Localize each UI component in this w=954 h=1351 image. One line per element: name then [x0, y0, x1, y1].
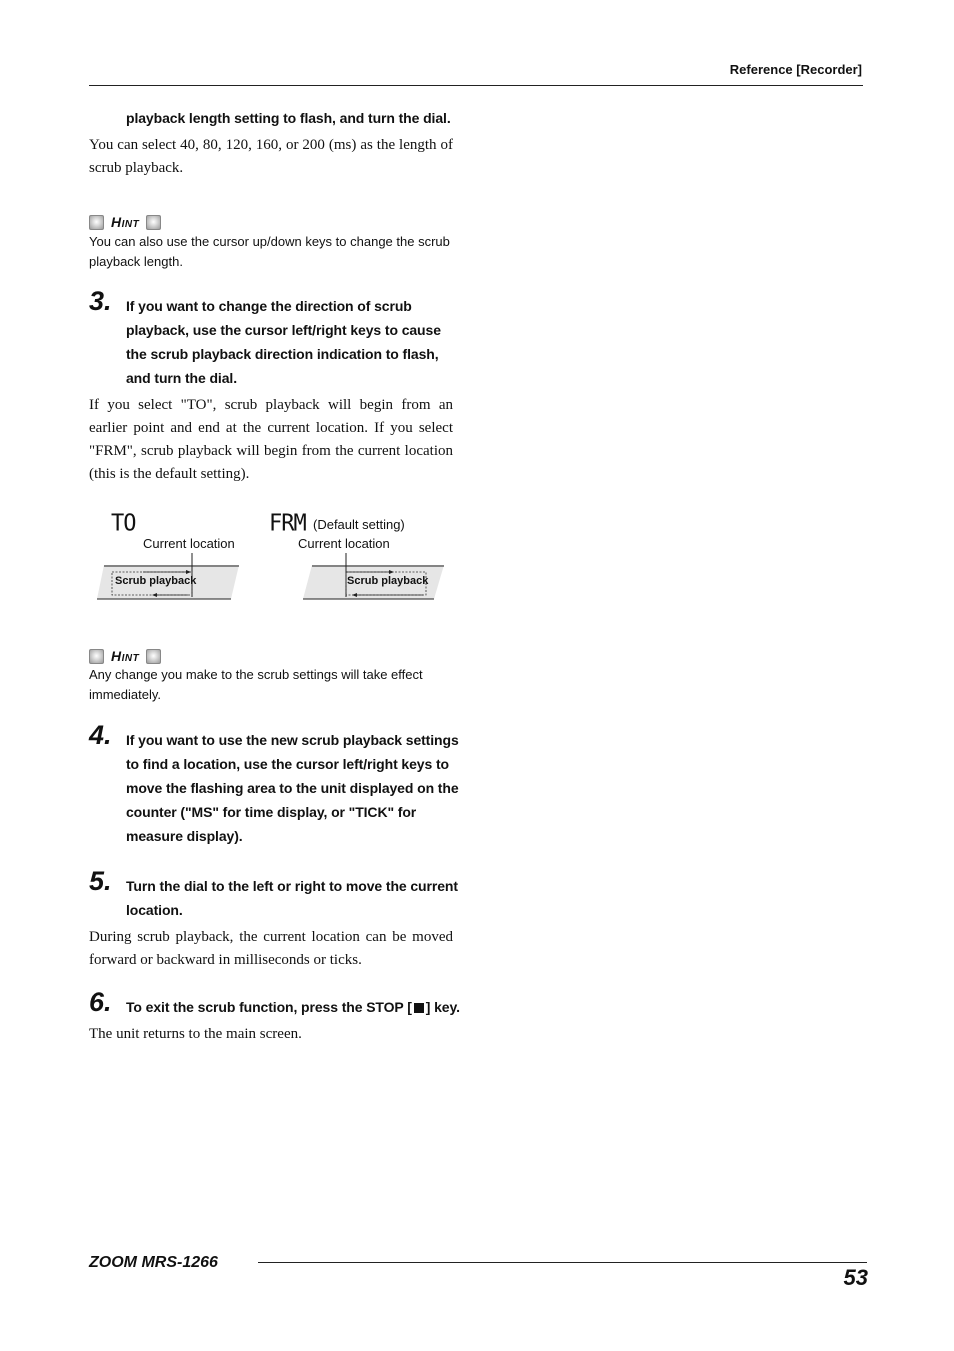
hint2-text: Any change you make to the scrub settings will take effect immediately. — [89, 667, 423, 702]
page-number: 53 — [843, 1265, 868, 1290]
step4-line: to find a location, use the cursor left/right keys to — [126, 756, 449, 772]
step3-line: the scrub playback direction indication to flash, — [126, 346, 439, 362]
step4-number: 4. — [89, 720, 112, 750]
step5-body: During scrub playback, the current location can be moved forward or backward in milliseconds or ticks. — [89, 929, 453, 968]
step3-body: If you select "TO", scrub playback will begin from an earlier point and end at the current location. If you select "FRM", scrub playback will begin from the current location (this is the default setting). — [89, 397, 453, 482]
left-scrub-playback-label: Scrub playback — [115, 575, 197, 587]
lcd-to-label: TO — [111, 510, 136, 537]
hint-title: Hint — [111, 648, 140, 664]
step6-instruction-pre: To exit the scrub function, press the STOP [ — [126, 999, 412, 1015]
lcd-frm-label: FRM — [269, 510, 306, 537]
scrub-direction-diagram — [89, 505, 459, 605]
hint1-text: You can also use the cursor up/down keys to change the scrub playback length. — [89, 234, 450, 269]
stop-square-icon — [414, 1003, 424, 1013]
step4-line: measure display). — [126, 828, 243, 844]
step4-line: move the flashing area to the unit displayed on the — [126, 780, 459, 796]
step6-body: The unit returns to the main screen. — [89, 1026, 302, 1042]
right-current-location-label: Current location — [298, 536, 390, 551]
step6-number: 6. — [89, 987, 112, 1017]
step3-line: and turn the dial. — [126, 370, 237, 386]
step5-line: location. — [126, 902, 183, 918]
step3-number: 3. — [89, 286, 112, 316]
hint-heading — [89, 213, 161, 231]
step3-line: playback, use the cursor left/right keys to cause — [126, 322, 441, 338]
hint-heading — [89, 647, 161, 665]
hint-bullet-icon — [146, 215, 161, 230]
hint-bullet-icon — [146, 649, 161, 664]
hint-title: Hint — [111, 214, 140, 230]
step5-number: 5. — [89, 866, 112, 896]
step2-instruction-tail: playback length setting to flash, and turn the dial. — [126, 110, 451, 126]
scrub-diagram-graphics — [89, 505, 459, 605]
left-current-location-label: Current location — [143, 536, 235, 551]
running-header: Reference [Recorder] — [729, 62, 862, 77]
header-rule — [89, 85, 863, 86]
step4-line: If you want to use the new scrub playback settings — [126, 732, 459, 748]
right-scrub-playback-label: Scrub playback — [347, 575, 429, 587]
step3-line: If you want to change the direction of scrub — [126, 298, 412, 314]
step5-line: Turn the dial to the left or right to move the current — [126, 878, 458, 894]
step4-line: counter ("MS" for time display, or "TICK" for — [126, 804, 417, 820]
footer-rule — [258, 1262, 867, 1263]
hint-bullet-icon — [89, 649, 104, 664]
footer-model: ZOOM MRS-1266 — [89, 1254, 218, 1271]
step6-instruction — [126, 995, 460, 1019]
step2-body: You can select 40, 80, 120, 160, or 200 (ms) as the length of scrub playback. — [89, 137, 453, 176]
default-setting-note: (Default setting) — [313, 517, 405, 532]
hint-bullet-icon — [89, 215, 104, 230]
step6-instruction-post: ] key. — [425, 999, 460, 1015]
